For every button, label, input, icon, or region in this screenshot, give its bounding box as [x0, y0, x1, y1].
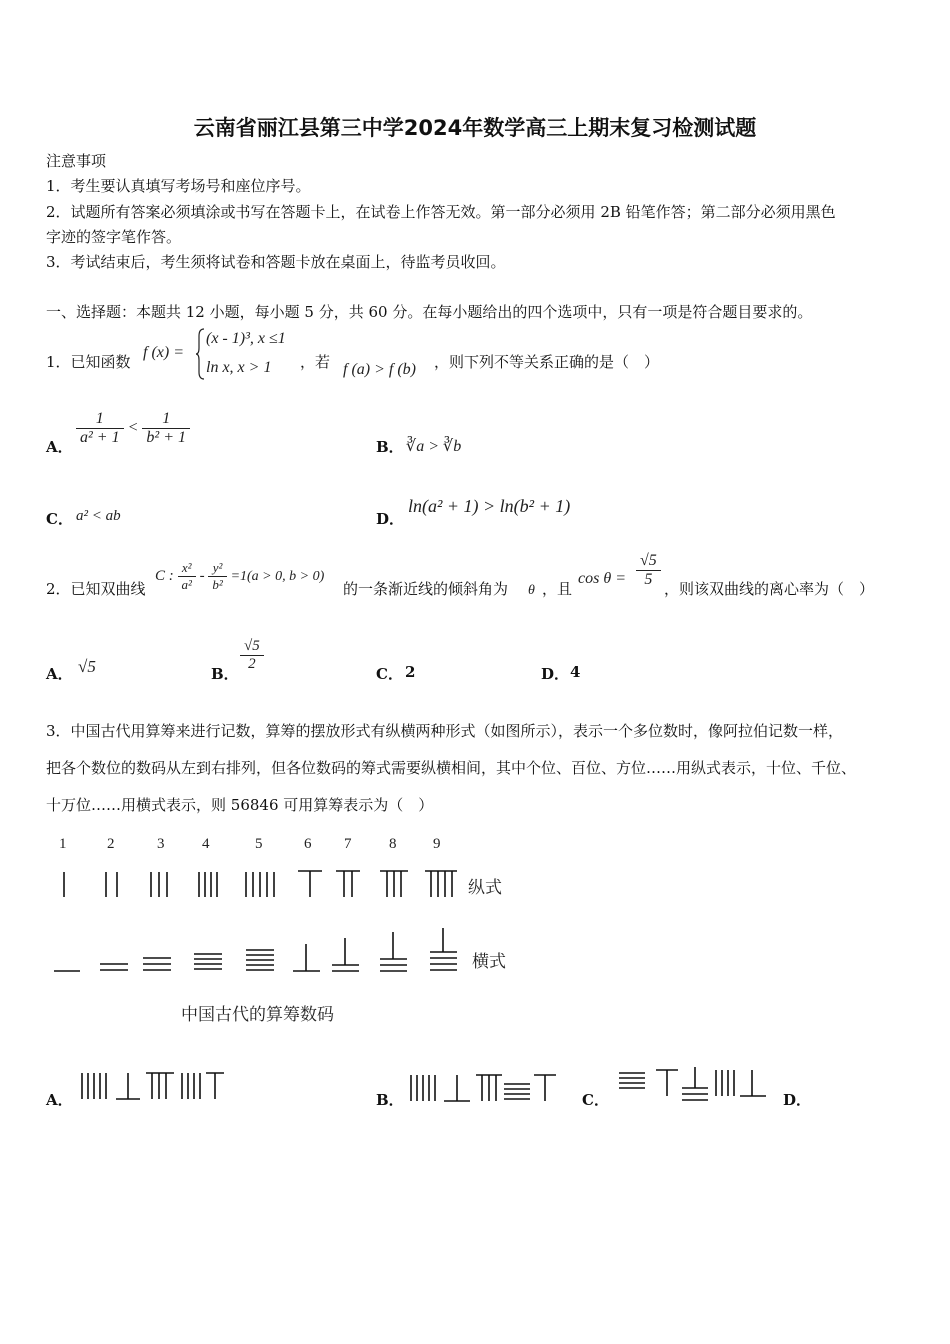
q1-condition: f (a) > f (b) — [343, 361, 416, 378]
q3-option-a-label[interactable]: A． — [46, 1091, 73, 1109]
q2-mid2: ，且 — [542, 580, 573, 598]
q2-cos: cos θ = — [578, 570, 626, 587]
q3-option-b-rods — [406, 1068, 562, 1104]
q1-prefix: 1．已知函数 — [46, 353, 131, 371]
q2-option-c-val: 2 — [405, 663, 416, 681]
q1-option-b-label[interactable]: B． — [376, 438, 404, 456]
q2-mid: 的一条渐近线的倾斜角为 — [343, 580, 509, 598]
q1-case-1: (x - 1)³, x ≤1 — [206, 330, 286, 347]
q2-b2: b² — [212, 577, 223, 592]
rod-numeral-figure — [0, 820, 950, 1040]
q2-option-a-val: √5 — [78, 657, 96, 676]
q3-option-c-rods — [614, 1064, 772, 1108]
q1-option-d-expr: ln(a² + 1) > ln(b² + 1) — [408, 496, 571, 516]
notice-item-1: 1．考生要认真填写考场号和座位序号。 — [46, 177, 311, 195]
q2-y2: y² — [208, 560, 226, 577]
q2-theta: θ — [528, 583, 535, 598]
q2-five: 5 — [644, 571, 653, 588]
notice-item-3: 3．考试结束后，考生须将试卷和答题卡放在桌面上，待监考员收回。 — [46, 253, 506, 271]
q3-line-1: 3．中国古代用算筹来进行记数，算筹的摆放形式有纵横两种形式（如图所示），表示一个多位数时，像阿拉伯记数一样， — [46, 722, 844, 740]
digit-6: 6 — [304, 836, 312, 852]
q2-option-b-label[interactable]: B． — [211, 665, 239, 683]
q3-option-d-label[interactable]: D． — [783, 1091, 812, 1109]
notice-heading: 注意事项 — [46, 152, 107, 170]
digit-7: 7 — [344, 836, 352, 852]
q1-option-c-label[interactable]: C． — [46, 510, 73, 528]
section-heading: 一、选择题：本题共 12 小题，每小题 5 分，共 60 分。在每小题给出的四个选项中，只有一项是符合题目要求的。 — [46, 303, 813, 321]
horizontal-form-label: 横式 — [472, 952, 506, 972]
q2-prefix: 2．已知双曲线 — [46, 580, 146, 598]
q2-suffix: ，则该双曲线的离心率为（ ） — [664, 580, 875, 598]
q1-a-den2: b² + 1 — [146, 429, 186, 446]
horizontal-rods — [54, 928, 457, 971]
page-title: 云南省丽江县第三中学2024年数学高三上期末复习检测试题 — [193, 116, 757, 140]
q2-sqrt5: √5 — [636, 552, 661, 571]
q1-option-b-expr: ∛a > ∛b — [406, 438, 462, 455]
digit-4: 4 — [202, 836, 210, 852]
q1-fx: f (x) = — [143, 344, 184, 361]
q2-eq: =1(a > 0, b > 0) — [230, 568, 325, 584]
q2-option-b-expr — [240, 638, 264, 673]
q1-option-c-expr: a² < ab — [76, 508, 121, 524]
q3-option-a-rods — [78, 1068, 228, 1104]
q1-case-2: ln x, x > 1 — [206, 359, 272, 376]
q1-a-op: < — [127, 419, 139, 437]
q3-option-b-label[interactable]: B． — [376, 1091, 404, 1109]
q2-option-d-label[interactable]: D． — [541, 665, 570, 683]
q1-brace — [196, 328, 206, 380]
q1-option-d-label[interactable]: D． — [376, 510, 405, 528]
q2-b-num: √5 — [240, 638, 264, 656]
digit-8: 8 — [389, 836, 397, 852]
digit-1: 1 — [59, 836, 67, 852]
digit-9: 9 — [433, 836, 441, 852]
digit-5: 5 — [255, 836, 263, 852]
q2-cos-frac — [636, 552, 661, 589]
q1-a-den1: a² + 1 — [80, 429, 120, 446]
q2-minus: - — [199, 567, 205, 584]
q1-suffix: ，则下列不等关系正确的是（ ） — [434, 353, 660, 371]
q2-option-a-label[interactable]: A． — [46, 665, 73, 683]
q2-curve-c: C : — [155, 567, 174, 584]
q2-a2: a² — [181, 577, 192, 592]
q3-line-2: 把各个数位的数码从左到右排列，但各位数码的筹式需要纵横相间，其中个位、百位、方位……用纵式表示，十位、千位、 — [46, 759, 857, 777]
q1-mid: ，若 — [300, 353, 331, 371]
q2-x2: x² — [178, 560, 196, 577]
q1-option-a-expr — [76, 410, 190, 447]
vertical-rods — [64, 871, 457, 897]
digit-3: 3 — [157, 836, 165, 852]
q2-b-den: 2 — [248, 656, 256, 672]
q2-option-c-label[interactable]: C． — [376, 665, 403, 683]
q1-a-num2: 1 — [142, 410, 190, 429]
notice-item-2-cont: 字迹的签字笔作答。 — [46, 228, 182, 246]
q2-option-d-val: 4 — [570, 663, 581, 681]
notice-item-2: 2．试题所有答案必须填涂或书写在答题卡上，在试卷上作答无效。第一部分必须用 2B 铅笔作答；第二部分必须用黑色 — [46, 203, 836, 221]
vertical-form-label: 纵式 — [468, 878, 502, 898]
figure-caption: 中国古代的算筹数码 — [181, 1005, 334, 1025]
q2-hyperbola — [155, 560, 324, 593]
q3-option-c-label[interactable]: C． — [582, 1091, 609, 1109]
digit-2: 2 — [107, 836, 115, 852]
q1-option-a-label[interactable]: A． — [46, 438, 73, 456]
q3-line-3: 十万位……用横式表示，则 56846 可用算筹表示为（ ） — [46, 796, 434, 814]
q1-a-num1: 1 — [76, 410, 124, 429]
